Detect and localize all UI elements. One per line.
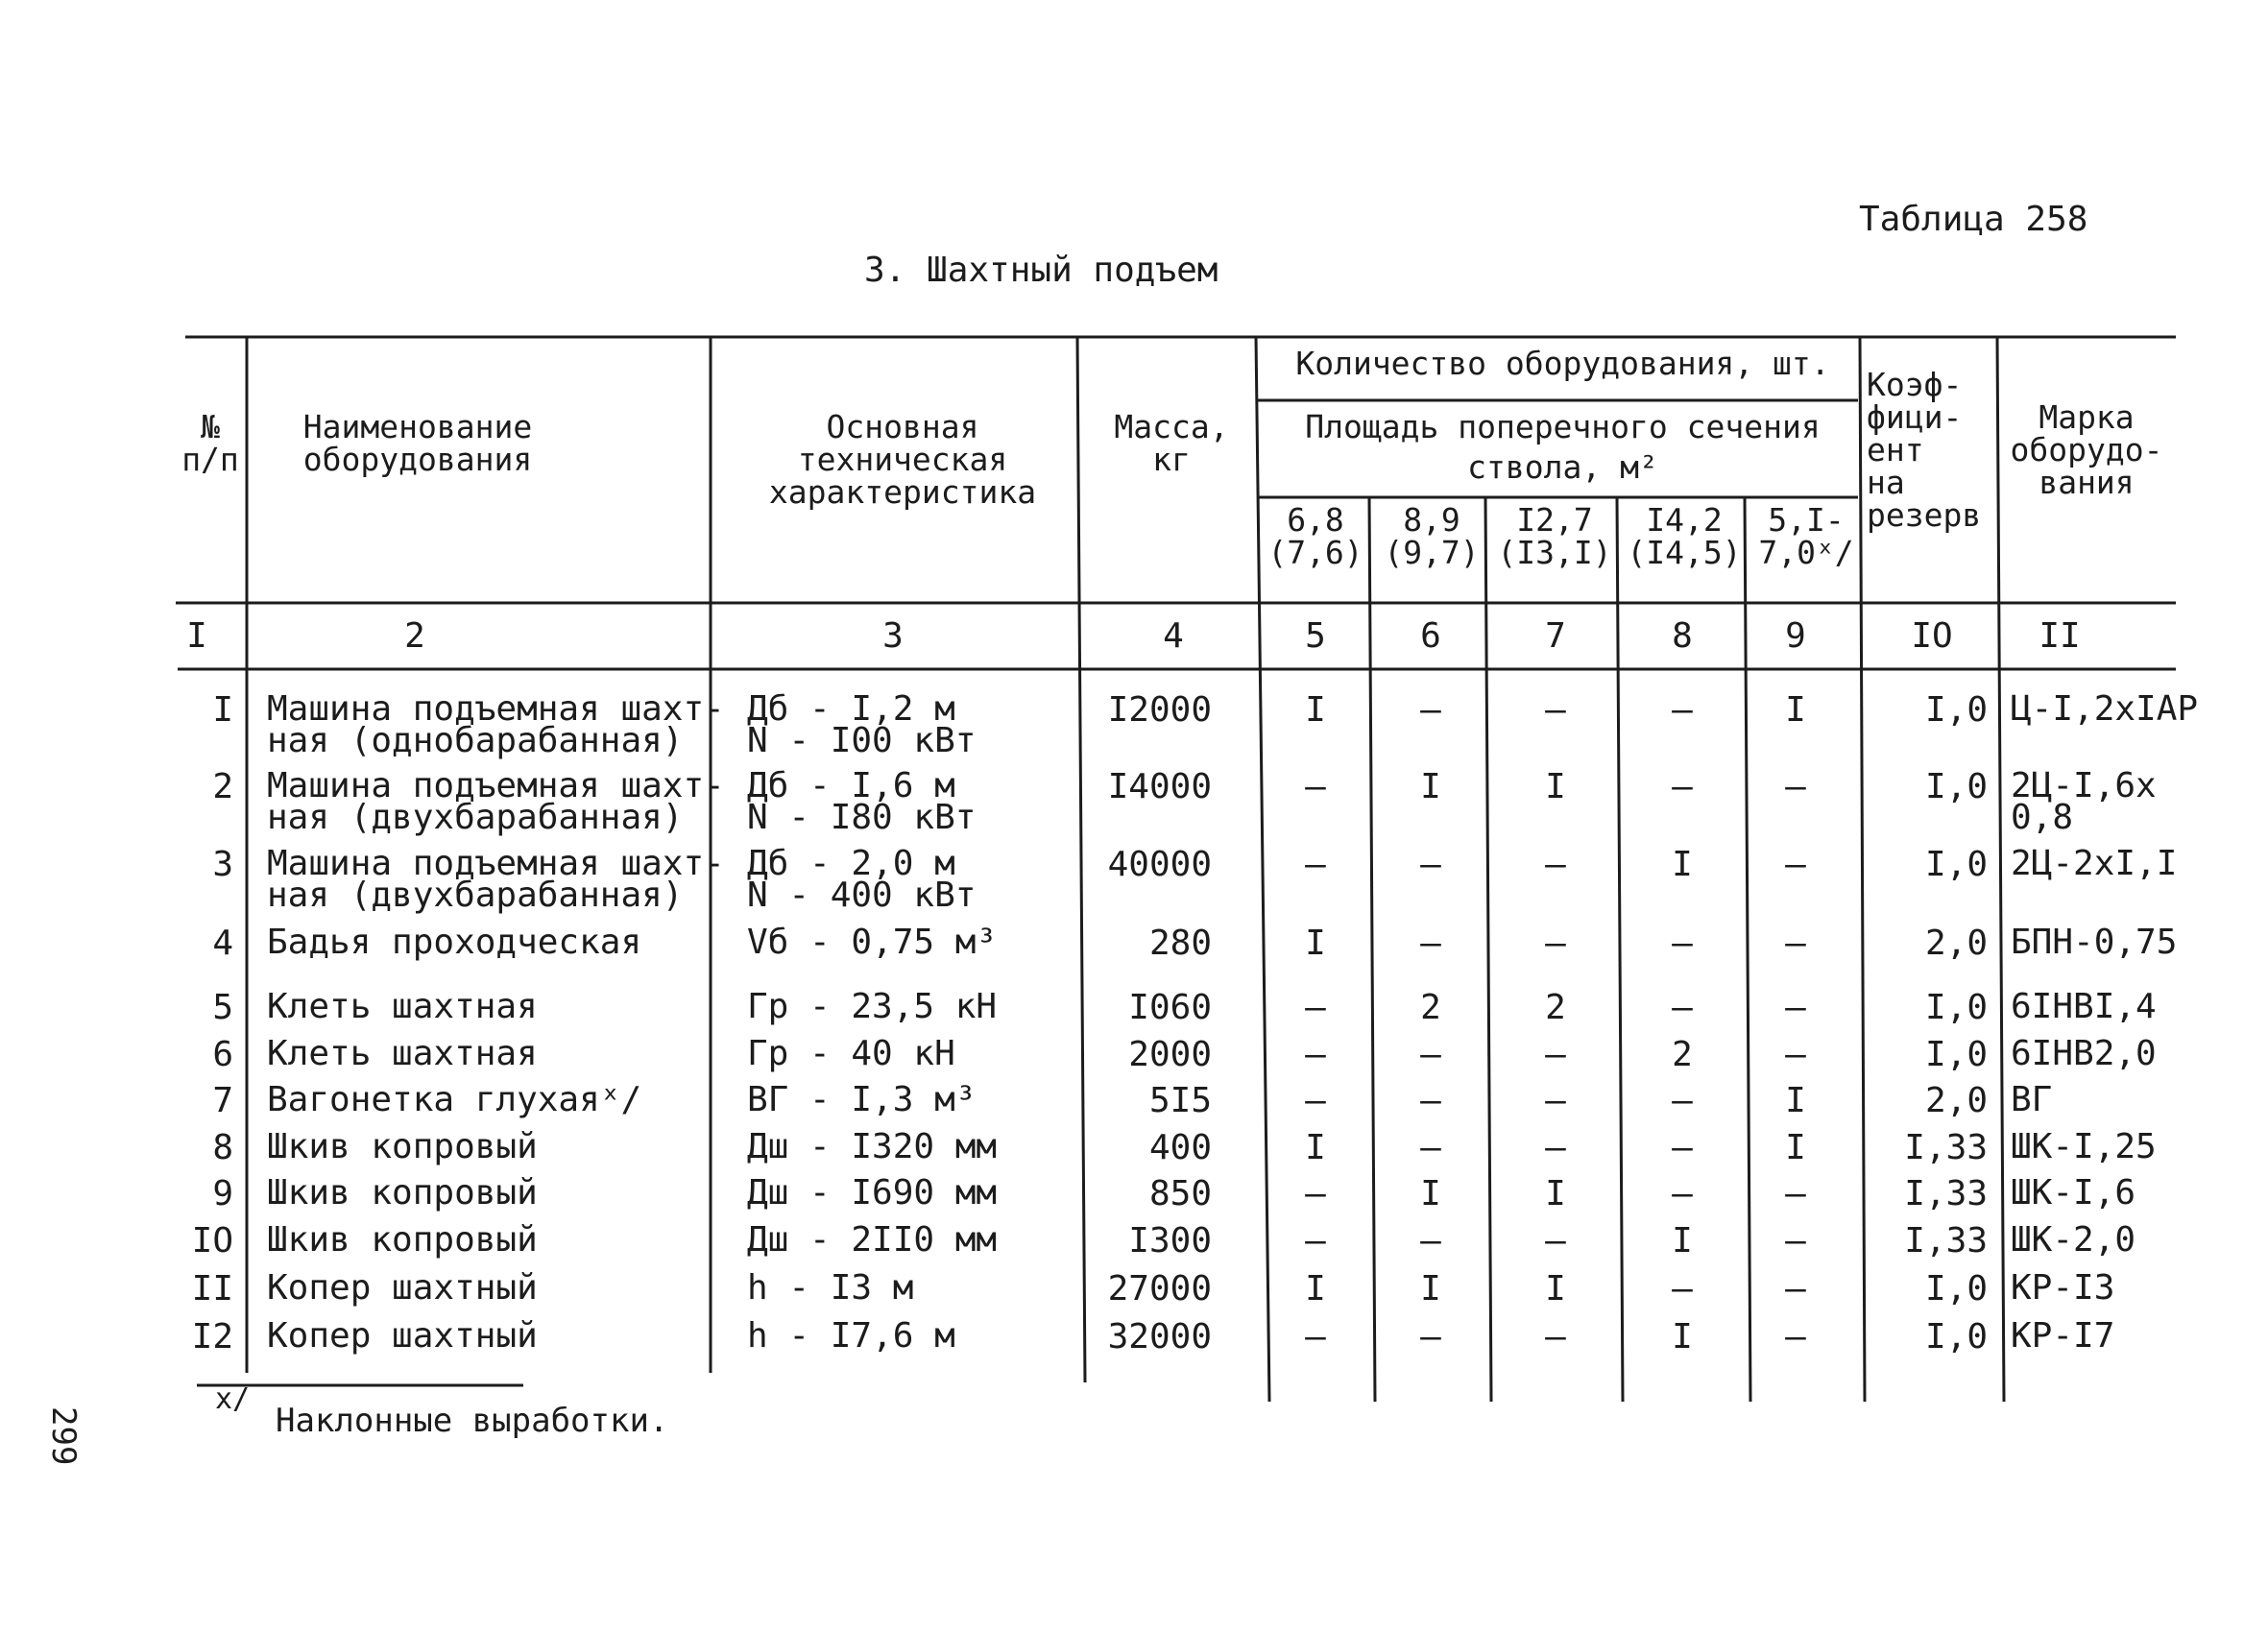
quantity-cell: I <box>1305 1269 1326 1309</box>
column-number: 3 <box>882 616 904 656</box>
equipment-name: Машина подъемная шахт- ная (однобарабанная) <box>267 689 725 760</box>
quantity-cell: I <box>1785 1081 1806 1120</box>
quantity-cell: – <box>1420 690 1441 730</box>
header-area-col-1: 6,8 (7,6) <box>1267 501 1363 571</box>
equipment-name: Клеть шахтная <box>267 1034 538 1073</box>
header-area-col-3: I2,7 (I3,I) <box>1497 501 1612 571</box>
quantity-cell: I <box>1785 1128 1806 1167</box>
row-number: 5 <box>212 988 233 1027</box>
quantity-cell: I <box>1672 1221 1693 1261</box>
technical-spec: Дб - I,6 м N - I80 кВт <box>747 766 977 837</box>
quantity-cell: – <box>1545 1128 1566 1167</box>
technical-spec: Дш - I690 мм <box>747 1173 998 1213</box>
equipment-name: Шкив копровый <box>267 1173 538 1213</box>
equipment-brand: БПН-0,75 <box>2011 923 2178 962</box>
quantity-cell: – <box>1672 767 1693 806</box>
header-name: Наименование оборудования <box>302 408 533 478</box>
row-number: I <box>212 690 233 730</box>
equipment-name: Копер шахтный <box>267 1268 538 1308</box>
reserve-coefficient: I,0 <box>1924 988 1988 1027</box>
quantity-cell: – <box>1545 690 1566 730</box>
quantity-cell: – <box>1672 1269 1693 1309</box>
header-num: № п/п <box>181 408 239 478</box>
technical-spec: Гр - 40 кН <box>747 1034 955 1073</box>
header-area-col-2: 8,9 (9,7) <box>1384 501 1480 571</box>
quantity-cell: – <box>1420 845 1441 884</box>
technical-spec: Дш - I320 мм <box>747 1127 998 1166</box>
table-label: Таблица 258 <box>1859 200 2088 239</box>
quantity-cell: – <box>1785 1174 1806 1213</box>
reserve-coefficient: 2,0 <box>1924 1081 1988 1120</box>
quantity-cell: I <box>1305 1128 1326 1167</box>
mass-value: 2000 <box>1128 1035 1212 1074</box>
technical-spec: Vб - 0,75 м³ <box>747 923 998 962</box>
equipment-name: Вагонетка глухаяˣ/ <box>267 1080 642 1119</box>
vrule-7 <box>1617 497 1623 1402</box>
equipment-brand: 6IНВI,4 <box>2011 987 2157 1026</box>
quantity-cell: – <box>1420 1221 1441 1261</box>
equipment-brand: ВГ <box>2011 1080 2053 1119</box>
quantity-cell: – <box>1305 1035 1326 1074</box>
header-mass: Масса, кг <box>1114 408 1229 478</box>
reserve-coefficient: I,0 <box>1924 1035 1988 1074</box>
quantity-cell: – <box>1785 767 1806 806</box>
column-number: IO <box>1911 616 1953 656</box>
row-number: 4 <box>212 924 233 963</box>
quantity-cell: I <box>1420 767 1441 806</box>
quantity-cell: I <box>1545 1174 1566 1213</box>
quantity-cell: – <box>1420 1128 1441 1167</box>
mass-value: 850 <box>1148 1174 1212 1213</box>
quantity-cell: – <box>1420 924 1441 963</box>
reserve-coefficient: I,0 <box>1924 845 1988 884</box>
quantity-cell: – <box>1305 1081 1326 1120</box>
mass-value: I060 <box>1128 988 1212 1027</box>
quantity-cell: I <box>1305 690 1326 730</box>
equipment-name: Машина подъемная шахт- ная (двухбарабанная) <box>267 844 725 915</box>
technical-spec: h - I3 м <box>747 1268 914 1308</box>
equipment-name: Клеть шахтная <box>267 987 538 1026</box>
quantity-cell: – <box>1305 845 1326 884</box>
quantity-cell: 2 <box>1672 1035 1693 1074</box>
reserve-coefficient: I,0 <box>1924 767 1988 806</box>
vrule-6 <box>1485 497 1491 1402</box>
header-qty: Количество оборудования, шт. <box>1295 345 1830 382</box>
row-number: IO <box>191 1221 233 1261</box>
header-tech: Основная техническая характеристика <box>768 408 1037 511</box>
reserve-coefficient: 2,0 <box>1924 924 1988 963</box>
quantity-cell: I <box>1420 1269 1441 1309</box>
footnote-mark: х/ <box>215 1382 251 1416</box>
quantity-cell: – <box>1545 1081 1566 1120</box>
quantity-cell: – <box>1785 1221 1806 1261</box>
quantity-cell: – <box>1672 924 1693 963</box>
header-area: Площадь поперечного сечения <box>1305 408 1821 445</box>
quantity-cell: – <box>1785 1317 1806 1357</box>
technical-spec: Дб - I,2 м N - I00 кВт <box>747 689 977 760</box>
quantity-cell: – <box>1785 845 1806 884</box>
row-number: I2 <box>191 1317 233 1357</box>
quantity-cell: 2 <box>1420 988 1441 1027</box>
technical-spec: Дб - 2,0 м N - 400 кВт <box>747 844 977 915</box>
equipment-brand: 6IНВ2,0 <box>2011 1034 2157 1073</box>
column-number: 9 <box>1785 616 1806 656</box>
quantity-cell: – <box>1785 1269 1806 1309</box>
equipment-name: Копер шахтный <box>267 1316 538 1356</box>
quantity-cell: I <box>1672 1317 1693 1357</box>
mass-value: 27000 <box>1107 1269 1212 1309</box>
quantity-cell: – <box>1672 988 1693 1027</box>
column-number: 2 <box>404 616 425 656</box>
mass-value: I4000 <box>1107 767 1212 806</box>
equipment-brand: Ц-I,2хIАР <box>2011 689 2199 729</box>
footnote-text: Наклонные выработки. <box>276 1402 669 1440</box>
quantity-cell: I <box>1785 690 1806 730</box>
reserve-coefficient: I,33 <box>1904 1174 1988 1213</box>
row-number: 8 <box>212 1128 233 1167</box>
reserve-coefficient: I,0 <box>1924 1269 1988 1309</box>
quantity-cell: – <box>1672 1081 1693 1120</box>
quantity-cell: I <box>1545 1269 1566 1309</box>
equipment-brand: 2Ц-2хI,I <box>2011 844 2178 883</box>
column-number: 8 <box>1672 616 1693 656</box>
quantity-cell: – <box>1545 1035 1566 1074</box>
row-number: 9 <box>212 1174 233 1213</box>
header-coef: Коэф- фици- ент на резерв <box>1867 366 1982 534</box>
equipment-brand: 2Ц-I,6х 0,8 <box>2011 766 2157 837</box>
header-area-unit: ствола, м² <box>1467 448 1658 486</box>
mass-value: I2000 <box>1107 690 1212 730</box>
row-number: II <box>191 1269 233 1309</box>
equipment-name: Шкив копровый <box>267 1220 538 1260</box>
vrule-5 <box>1369 497 1375 1402</box>
column-number: 6 <box>1420 616 1441 656</box>
equipment-name: Шкив копровый <box>267 1127 538 1166</box>
quantity-cell: – <box>1545 1317 1566 1357</box>
quantity-cell: – <box>1785 1035 1806 1074</box>
quantity-cell: – <box>1305 1317 1326 1357</box>
equipment-name: Бадья проходческая <box>267 923 642 962</box>
reserve-coefficient: I,33 <box>1904 1221 1988 1261</box>
quantity-cell: – <box>1420 1317 1441 1357</box>
quantity-cell: – <box>1545 845 1566 884</box>
quantity-cell: I <box>1672 845 1693 884</box>
quantity-cell: I <box>1305 924 1326 963</box>
quantity-cell: – <box>1785 988 1806 1027</box>
quantity-cell: – <box>1305 767 1326 806</box>
page-number: 299 <box>44 1406 83 1466</box>
reserve-coefficient: I,0 <box>1924 690 1988 730</box>
quantity-cell: – <box>1305 988 1326 1027</box>
technical-spec: Дш - 2II0 мм <box>747 1220 998 1260</box>
quantity-cell: – <box>1672 1174 1693 1213</box>
mass-value: 280 <box>1148 924 1212 963</box>
row-number: 7 <box>212 1081 233 1120</box>
vrule-3 <box>1077 337 1085 1382</box>
quantity-cell: I <box>1545 767 1566 806</box>
section-title: 3. Шахтный подъем <box>864 251 1218 290</box>
header-brand: Марка оборудо- вания <box>2010 398 2163 501</box>
quantity-cell: – <box>1672 1128 1693 1167</box>
mass-value: 32000 <box>1107 1317 1212 1357</box>
column-number: 4 <box>1163 616 1184 656</box>
column-number: II <box>2039 616 2081 656</box>
technical-spec: h - I7,6 м <box>747 1316 955 1356</box>
row-number: 6 <box>212 1035 233 1074</box>
equipment-brand: ШК-I,25 <box>2011 1127 2157 1166</box>
quantity-cell: – <box>1672 690 1693 730</box>
equipment-brand: КР-I3 <box>2011 1268 2115 1308</box>
quantity-cell: – <box>1420 1035 1441 1074</box>
equipment-brand: КР-I7 <box>2011 1316 2115 1356</box>
header-area-col-5: 5,I- 7,0ˣ/ <box>1758 501 1854 571</box>
column-number: 7 <box>1545 616 1566 656</box>
mass-value: I300 <box>1128 1221 1212 1261</box>
vrule-9 <box>1860 337 1865 1402</box>
equipment-brand: ШК-2,0 <box>2011 1220 2136 1260</box>
mass-value: 40000 <box>1107 845 1212 884</box>
quantity-cell: 2 <box>1545 988 1566 1027</box>
mass-value: 400 <box>1148 1128 1212 1167</box>
quantity-cell: – <box>1785 924 1806 963</box>
row-number: 2 <box>212 767 233 806</box>
row-number: 3 <box>212 845 233 884</box>
quantity-cell: – <box>1305 1174 1326 1213</box>
reserve-coefficient: I,0 <box>1924 1317 1988 1357</box>
quantity-cell: – <box>1420 1081 1441 1120</box>
technical-spec: ВГ - I,3 м³ <box>747 1080 977 1119</box>
equipment-name: Машина подъемная шахт- ная (двухбарабанная) <box>267 766 725 837</box>
equipment-brand: ШК-I,6 <box>2011 1173 2136 1213</box>
quantity-cell: – <box>1305 1221 1326 1261</box>
vrule-10 <box>1997 337 2004 1402</box>
reserve-coefficient: I,33 <box>1904 1128 1988 1167</box>
mass-value: 5I5 <box>1148 1081 1212 1120</box>
quantity-cell: – <box>1545 1221 1566 1261</box>
header-area-col-4: I4,2 (I4,5) <box>1627 501 1742 571</box>
quantity-cell: I <box>1420 1174 1441 1213</box>
column-number: I <box>186 616 207 656</box>
quantity-cell: – <box>1545 924 1566 963</box>
column-number: 5 <box>1305 616 1326 656</box>
technical-spec: Гр - 23,5 кН <box>747 987 998 1026</box>
